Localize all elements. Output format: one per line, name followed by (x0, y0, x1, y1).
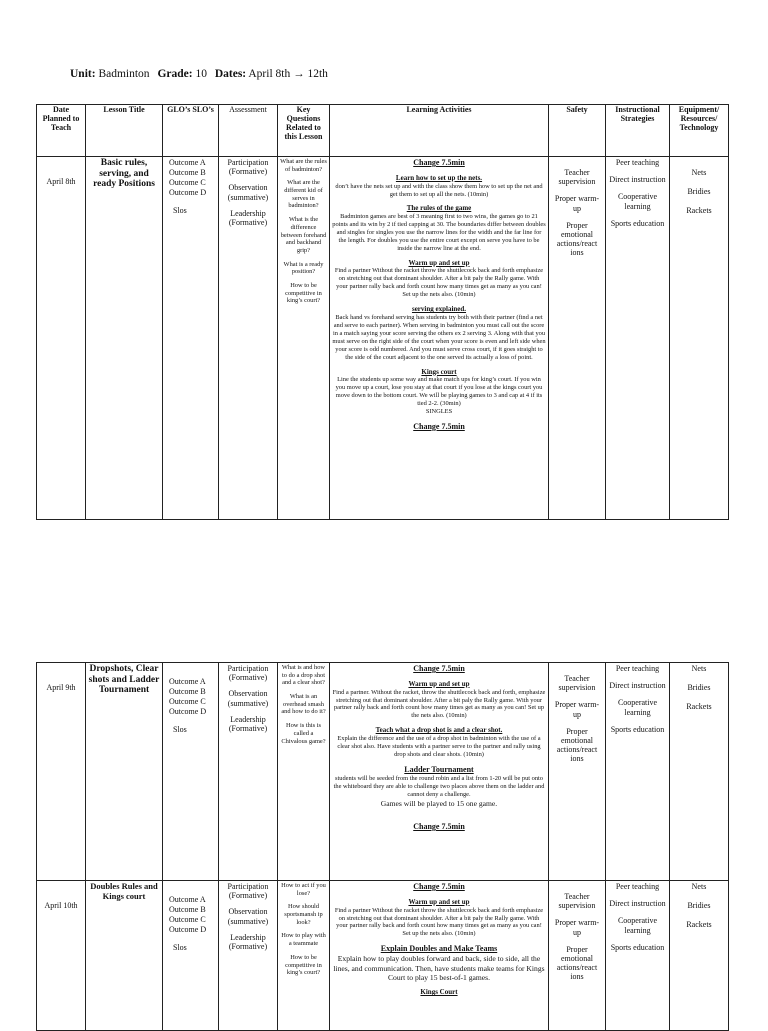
strategies-cell (606, 881, 670, 1031)
activity-heading: Warm up and set up (408, 258, 470, 267)
strategy-item: Sports education (610, 724, 665, 734)
equipment-item: Nets (691, 882, 707, 891)
lesson-title: Doubles Rules and Kings court (86, 881, 163, 1031)
equipment-item: Nets (691, 664, 707, 673)
assessment-item: Leadership (Formative) (228, 208, 268, 227)
safety-cell (549, 881, 606, 1031)
activity-text: Games will be played to 15 one game. (380, 798, 498, 808)
slos-label: Slos (173, 943, 187, 952)
outcomes-cell (163, 663, 219, 881)
activities-cell (330, 881, 549, 1031)
dates-label: Dates: (214, 68, 247, 80)
strategy-item: Peer teaching (615, 882, 660, 891)
assessment-item: Leadership (Formative) (228, 714, 268, 733)
activity-text: Find a partner Without the racket throw the shuttlecock back and forth emphasize on stretching out that dominant shoulder. After a bit paly the Rally game. With your partner rally back and forth count how many times get as many as you can! Set up the nets also. (10min) (334, 906, 544, 938)
questions-cell (278, 881, 330, 1031)
strategy-item: Sports education (610, 942, 665, 952)
activities-cell (330, 663, 549, 881)
equipment-item: Bridies (687, 901, 711, 911)
change-top: Change 7.5min (413, 882, 465, 891)
outcomes-cell (163, 157, 219, 520)
activity-text: Find a partner. Without the racket, throw the shuttlecock back and forth, emphasize stretching out that dominant shoulder. After a bit paly the Rally game. With your partner rally back and forth count how many times get as many as you can! Set up the nets also. (10min) (332, 688, 546, 720)
question: How to be competitive in king’s court? (285, 953, 322, 977)
table-row (37, 881, 729, 1031)
lesson-plan-table-page-1 (36, 104, 729, 520)
activity-heading: Warm up and set up (408, 679, 470, 688)
safety-item: Proper warm-up (554, 700, 600, 719)
safety-item: Teacher supervision (558, 168, 596, 187)
equipment-item: Rackets (686, 702, 712, 712)
equipment-cell (670, 881, 729, 1031)
activities-cell (330, 157, 549, 520)
lesson-title: Dropshots, Clear shots and Ladder Tournament (86, 663, 163, 881)
outcome: Outcome D (169, 188, 207, 197)
strategy-item: Cooperative learning (617, 698, 658, 717)
strategy-item: Peer teaching (615, 664, 660, 673)
outcomes-cell (163, 881, 219, 1031)
activity-heading: The rules of the game (406, 204, 472, 213)
header-glo: GLO’s SLO’s (163, 105, 219, 157)
question: What is an overhead smash and how to do it? (281, 693, 326, 716)
activity-heading: Kings Court (420, 988, 458, 997)
slos-label: Slos (173, 725, 187, 734)
strategies-cell (606, 157, 670, 520)
assessment-item: Participation (Formative) (227, 664, 269, 683)
question: How should sportsmansh ip look? (284, 903, 323, 926)
activity-heading: serving explained. (411, 305, 467, 314)
activity-text: Explain how to play doubles forward and back, side to side, all the lines, and communication. Then, have students make teams for Kings Court to play 15 best-of-1 games. (333, 954, 545, 983)
header-safety: Safety (549, 105, 606, 157)
unit-value: Badminton (98, 68, 150, 80)
outcome: Outcome D (169, 707, 207, 716)
activity-text: Explain the difference and the use of a drop shot in badminton with the use of a clear shot also. Have students with a partner serve to the partner and rally using drop shots and clear shots. (10min) (337, 735, 541, 758)
assessment-item: Observation (summative) (227, 689, 269, 708)
strategy-item: Sports education (610, 218, 665, 228)
outcome: Outcome A (169, 895, 206, 904)
grade-label: Grade: (157, 68, 193, 80)
lesson-plan-table-page-2 (36, 662, 729, 1031)
outcome: Outcome C (169, 178, 206, 187)
assessment-item: Observation (summative) (227, 183, 269, 202)
assessment-item: Participation (Formative) (227, 882, 269, 901)
change-bottom: Change 7.5min (413, 821, 465, 831)
question: How to act if you lose? (281, 882, 326, 897)
assessment-cell (219, 157, 278, 520)
header-strategies: Instructional Strategies (606, 105, 670, 157)
strategy-item: Direct instruction (609, 681, 666, 691)
slos-label: Slos (173, 206, 187, 215)
strategy-item: Direct instruction (609, 899, 666, 909)
strategy-item: Peer teaching (615, 158, 660, 167)
questions-cell (278, 663, 330, 881)
activity-text: students will be seeded from the round robin and a list from 1-20 will be put onto the whiteboard they are able to challenge two places above them on the ladder and cannot deny a challenge. (333, 774, 545, 798)
header-equipment: Equipment/ Resources/ Technology (670, 105, 729, 157)
equipment-item: Rackets (686, 206, 712, 216)
equipment-item: Nets (691, 168, 707, 177)
table-row (37, 663, 729, 881)
strategy-item: Direct instruction (609, 175, 666, 185)
assessment-item: Observation (summative) (227, 907, 269, 926)
safety-cell (549, 157, 606, 520)
outcome: Outcome C (169, 915, 206, 924)
question: What is the difference between forehand and backhand grip? (280, 216, 327, 254)
question: What are the different kid of serves in badminton? (284, 179, 323, 210)
activity-text: Back hand vs forehand serving has students try both with their partner (find a net and serve to each partner). When serving in badminton you must call out the score in a match saying your score serving the others ex 2 serving 3. Along with that you must serve on the right side of the court when your score is even and left side when your score is odd numbered. And you must serve cross court, if it goes straight to the side of the court adjacent to the one served its actually a loss of point. (332, 313, 546, 361)
change-top: Change 7.5min (413, 664, 465, 673)
safety-item: Proper warm-up (554, 918, 600, 937)
header-activities: Learning Activities (330, 105, 549, 157)
activity-heading: Learn how to set up the nets. (395, 173, 483, 182)
lesson-date: April 10th (37, 881, 86, 1031)
assessment-item: Participation (Formative) (227, 158, 269, 177)
table-row (37, 157, 729, 520)
outcome: Outcome B (169, 687, 206, 696)
activity-text: Line the students up some way and make match ups for king’s court. If you win you move up a court, lose you stay at that court if you lose at the kings court you move down to the bottom court. We will be playing games to 3 and cap at 4 if its tied 2-2. (30min) (335, 376, 543, 408)
activity-heading: Explain Doubles and Make Teams (380, 944, 498, 954)
activity-heading: Ladder Tournament (404, 764, 474, 774)
change-top: Change 7.5min (413, 158, 465, 167)
singles-label: SINGLES (425, 407, 453, 415)
activity-text: Find a partner Without the racket throw the shuttlecock back and forth emphasize on stretching out that dominant shoulder. After a bit paly the Rally game. With your partner rally back and forth count how many times get as many as you can! Set up the nets also. (10min) (334, 267, 544, 299)
strategy-item: Cooperative learning (617, 916, 658, 935)
question: How to be competitive in king’s court? (285, 281, 322, 305)
unit-label: Unit: (70, 68, 96, 80)
activity-heading: Warm up and set up (408, 897, 470, 906)
change-bottom: Change 7.5min (413, 421, 465, 431)
lesson-title: Basic rules, serving, and ready Positions (86, 157, 163, 520)
header-assessment: Assessment (219, 105, 278, 157)
lesson-date: April 8th (37, 157, 86, 520)
header-questions: Key Questions Related to this Lesson (278, 105, 330, 157)
table-header-row (37, 105, 729, 157)
question: What is a ready position? (283, 260, 324, 276)
question: What is and how to do a drop shot and a clear shot? (281, 664, 326, 687)
header-date: Date Planned to Teach (37, 105, 86, 157)
activity-heading: Kings court (421, 367, 457, 376)
activity-heading: Teach what a drop shot is and a clear shot. (375, 726, 503, 735)
safety-item: Teacher supervision (558, 892, 596, 911)
safety-item: Proper emotional actions/react ions (556, 726, 598, 764)
outcome: Outcome A (169, 158, 206, 167)
question: What are the rules of badminton? (280, 158, 327, 173)
assessment-cell (219, 663, 278, 881)
question: How is this is called a Chivalous game? (281, 722, 326, 745)
equipment-cell (670, 157, 729, 520)
safety-item: Proper warm-up (554, 194, 600, 213)
assessment-cell (219, 881, 278, 1031)
assessment-item: Leadership (Formative) (228, 932, 268, 951)
strategy-item: Cooperative learning (617, 192, 658, 211)
safety-cell (549, 663, 606, 881)
outcome: Outcome A (169, 677, 206, 686)
question: How to play with a teammate (281, 932, 326, 948)
questions-cell (278, 157, 330, 520)
unit-header (70, 68, 328, 80)
safety-item: Proper emotional actions/react ions (556, 220, 598, 258)
grade-value: 10 (195, 68, 207, 80)
safety-item: Teacher supervision (558, 674, 596, 693)
outcome: Outcome B (169, 168, 206, 177)
equipment-item: Bridies (687, 683, 711, 693)
activity-text: Badminton games are best of 3 meaning first to two wins, the games go to 21 points and its win by 2 if tied capping at 30. The boundaries differ between doubles and singles for singles you use the narrow lines for the width and the far line for the length. For doubles you use the entire court except on serve you have to be inside the narrow line at the end. (332, 213, 546, 252)
equipment-item: Rackets (686, 920, 712, 930)
outcome: Outcome D (169, 925, 207, 934)
strategies-cell (606, 663, 670, 881)
safety-item: Proper emotional actions/react ions (556, 944, 598, 982)
outcome: Outcome C (169, 697, 206, 706)
outcome: Outcome B (169, 905, 206, 914)
activity-text: don’t have the nets set up and with the class show them how to set up the net and get them to set up all the nets. (10min) (335, 182, 543, 198)
lesson-date: April 9th (37, 663, 86, 881)
header-title: Lesson Title (86, 105, 163, 157)
dates-value: April 8th → 12th (248, 68, 328, 80)
equipment-item: Bridies (687, 187, 711, 197)
equipment-cell (670, 663, 729, 881)
